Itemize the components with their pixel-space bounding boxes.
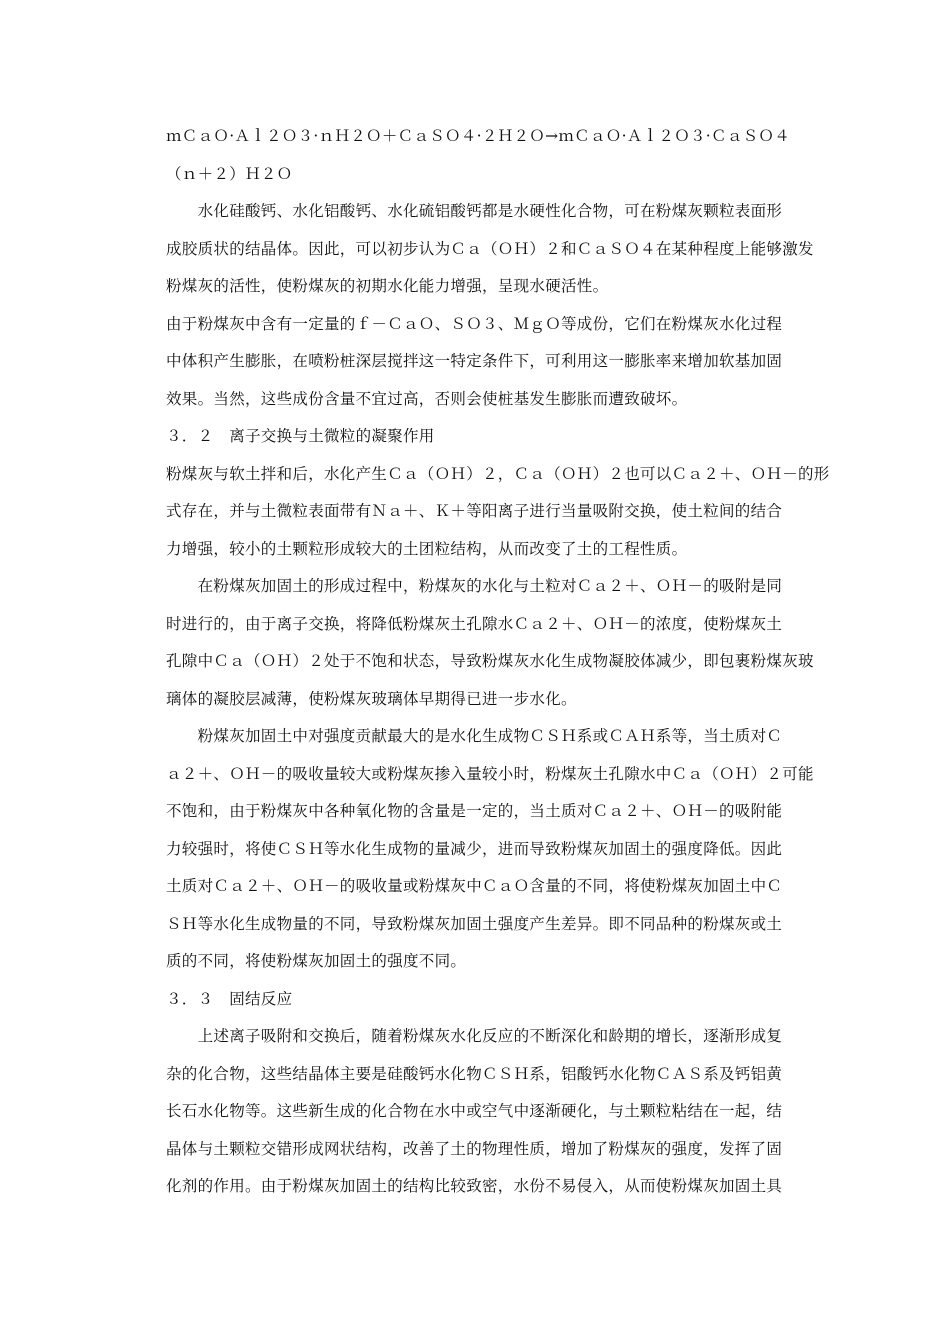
paragraph-line: 效果。当然，这些成份含量不宜过高，否则会使桩基发生膨胀而遭致破坏。 [166,389,688,408]
paragraph-line: 式存在，并与土微粒表面带有Ｎａ＋、Ｋ＋等阳离子进行当量吸附交换，使土粒间的结合 [166,502,783,520]
paragraph-line: 晶体与土颗粒交错形成网状结构，改善了土的物理性质，增加了粉煤灰的强度，发挥了固 [166,1139,783,1158]
paragraph-line: ＳＨ等水化生成物量的不同，导致粉煤灰加固土强度产生差异。即不同品种的粉煤灰或土 [166,914,783,933]
paragraph-line: 在粉煤灰加固土的形成过程中，粉煤灰的水化与土粒对Ｃａ２＋、ＯＨ－的吸附是同 [166,577,783,595]
paragraph-line: 孔隙中Ｃａ（ＯＨ）２处于不饱和状态，导致粉煤灰水化生成物凝胶体减少，即包裹粉煤灰玻 [166,652,814,670]
paragraph-line: 粉煤灰的活性，使粉煤灰的初期水化能力增强，呈现水硬活性。 [166,277,609,295]
section-heading: ３．２ 离子交换与土微粒的凝聚作用 [166,427,435,445]
paragraph-line: 土质对Ｃａ２＋、ＯＨ－的吸收量或粉煤灰中ＣａＯ含量的不同，将使粉煤灰加固土中Ｃ [166,877,783,895]
paragraph-line: 上述离子吸附和交换后，随着粉煤灰水化反应的不断深化和龄期的增长，逐渐形成复 [166,1027,783,1045]
paragraph-line: 由于粉煤灰中含有一定量的ｆ－ＣａＯ、ＳＯ３、ＭｇＯ等成份，它们在粉煤灰水化过程 [166,314,783,333]
paragraph-line: 水化硅酸钙、水化铝酸钙、水化硫铝酸钙都是水硬性化合物，可在粉煤灰颗粒表面形 [166,202,783,220]
paragraph-line: 时进行的，由于离子交换，将降低粉煤灰土孔隙水Ｃａ２＋、ＯＨ－的浓度，使粉煤灰土 [166,614,783,633]
paragraph-line: 不饱和，由于粉煤灰中各种氧化物的含量是一定的，当土质对Ｃａ２＋、ＯＨ－的吸附能 [166,802,783,820]
paragraph-line: 粉煤灰加固土中对强度贡献最大的是水化生成物ＣＳＨ系或ＣＡＨ系等，当土质对Ｃ [166,727,783,745]
equation-line: ｍＣａＯ·Ａｌ２Ｏ３·ｎＨ２Ｏ＋ＣａＳＯ４·２Ｈ２Ｏ→ｍＣａＯ·Ａｌ２Ｏ３·ＣａＳＯ４ [166,127,791,145]
paragraph-line: 璃体的凝胶层减薄，使粉煤灰玻璃体早期得已进一步水化。 [166,689,577,708]
equation-line: （ｎ＋２）Ｈ２Ｏ [166,164,293,183]
paragraph-line: 力较强时，将使ＣＳＨ等水化生成物的量减少，进而导致粉煤灰加固土的强度降低。因此 [166,839,783,858]
paragraph-line: 力增强，较小的土颗粒形成较大的土团粒结构，从而改变了土的工程性质。 [166,539,688,558]
paragraph-line: 杂的化合物，这些结晶体主要是硅酸钙水化物ＣＳＨ系，铝酸钙水化物ＣＡＳ系及钙铝黄 [166,1064,783,1083]
paragraph-line: 质的不同，将使粉煤灰加固土的强度不同。 [166,952,467,970]
paragraph-line: 成胶质状的结晶体。因此，可以初步认为Ｃａ（ＯＨ）２和ＣａＳＯ４在某种程度上能够激发 [166,239,814,258]
paragraph-line: 粉煤灰与软土拌和后，水化产生Ｃａ（ＯＨ）２，Ｃａ（ＯＨ）２也可以Ｃａ２＋、ＯＨ－的形 [166,464,830,483]
section-heading: ３．３ 固结反应 [166,989,293,1008]
document-body [166,118,830,1206]
paragraph-line: 长石水化物等。这些新生成的化合物在水中或空气中逐渐硬化，与土颗粒粘结在一起，结 [166,1102,783,1120]
paragraph-line: 中体积产生膨胀，在喷粉桩深层搅拌这一特定条件下，可利用这一膨胀率来增加软基加固 [166,352,783,370]
paragraph-line: 化剂的作用。由于粉煤灰加固土的结构比较致密，水份不易侵入，从而使粉煤灰加固土具 [166,1177,783,1195]
paragraph-line: ａ２＋、ＯＨ－的吸收量较大或粉煤灰掺入量较小时，粉煤灰土孔隙水中Ｃａ（ＯＨ）２可能 [166,764,814,783]
